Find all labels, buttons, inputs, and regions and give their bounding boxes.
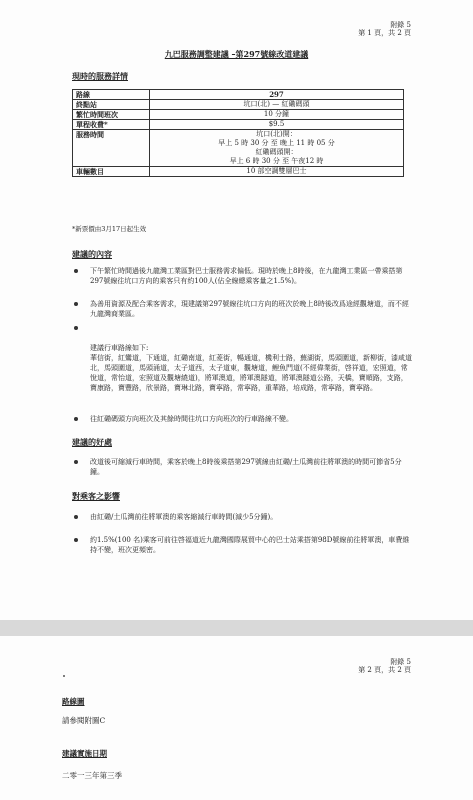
fleet-value: 10 部空調雙層巴士 [150, 167, 404, 177]
page-number: 第 1 頁，共 2 頁 [358, 29, 411, 37]
list-item: 往紅磡碼頭方向班次及其餘時間往坑口方向班次的行車路線不變。 [74, 414, 414, 424]
bullet-icon [74, 269, 78, 273]
hours-line: 坑口(北)開： [256, 130, 297, 138]
implementation-date-heading: 建議實施日期 [62, 749, 107, 758]
list-item: 下午繁忙時間過後九龍灣工業區對巴士服務需求偏低。現時於晚上8時後，在九龍灣工業區一帶乘搭第297號線往坑口方向的乘客只有約100人(佔全線總乘客量之1.5%)。 [74, 266, 414, 286]
table-row [73, 120, 404, 130]
page-header [358, 21, 411, 37]
fare-value: $9.5 [150, 120, 404, 130]
bullet-icon [74, 460, 78, 464]
table-row [73, 130, 404, 167]
table-row [73, 100, 404, 110]
hours-line: 早上 6 時 30 分 至 午夜12 時 [229, 157, 324, 165]
service-details-heading: 現時的服務詳情 [72, 71, 128, 81]
proposal-heading: 建議的內容 [72, 249, 112, 259]
service-hours-value [150, 130, 404, 167]
table-row [73, 90, 404, 100]
document-page-2 [0, 636, 473, 800]
hours-line: 早上 5 時 30 分 至 晚上 11 時 05 分 [218, 139, 335, 147]
table-row [73, 167, 404, 177]
list-item: 為善用資源及配合乘客需求，現建議第297號線往坑口方向的班次於晚上8時後改爲途經觀塘道，而不經九龍灣商業區。 [74, 299, 414, 319]
route-label: 路線 [73, 90, 150, 100]
terminus-value: 坑口(北) — 紅磡碼頭 [150, 100, 404, 110]
bullet-icon [74, 326, 78, 330]
bullet-icon [74, 538, 78, 542]
hours-line: 紅磡碼頭開： [255, 148, 298, 156]
table-row [73, 110, 404, 120]
bullet-icon [74, 417, 78, 421]
terminus-label: 終點站 [73, 100, 150, 110]
scan-speck [63, 675, 65, 677]
bullet-icon [74, 302, 78, 306]
route-map-reference: 請參閱附圖C [62, 716, 106, 725]
service-details-table [72, 89, 404, 177]
list-item: 約1.5%(100 名)乘客可前往啓福道近九龍灣國際展貿中心的巴士站乘搭第98D號線前往將軍澳，車費維持不變，班次更頻密。 [74, 535, 414, 555]
page-number: 第 2 頁，共 2 頁 [358, 666, 411, 674]
route-value: 297 [150, 90, 404, 100]
service-hours-label: 服務時間 [73, 130, 150, 167]
benefit-heading: 建議的好處 [72, 437, 112, 447]
list-item: 改道後可縮減行車時間，乘客於晚上8時後乘搭第297號線由紅磡/土瓜灣前往將軍澳的時間可節省5分鐘。 [74, 457, 414, 477]
peak-frequency-label: 繁忙時間班次 [73, 110, 150, 120]
page-header [358, 658, 411, 674]
fleet-label: 車輛數目 [73, 167, 150, 177]
list-item: 建議行車路線如下: 華信街，紅鸞道，下通道，紅磡南道，紅菱街，暢通道，機利士路，蕪湖街，馬頭圍道，新柳街，漆咸道北，馬頭圍道，馬頭涌道，太子道西，太子道東，觀塘道，鯉魚門道(不經偉業街，啓祥道，宏照道，常悅道，常怡道，宏照道及觀塘繞道)，將軍澳道，將軍澳隧道，將軍澳隧道公路，天橋，寶順路，支路，寶康路，寶豐路，欣景路，寶琳北路，寶寧路，常寧路，重華路，培成路，常寧路，寶寧路。 [74, 323, 414, 403]
list-item: 由紅磡/土瓜灣前往將軍澳的乘客縮減行車時間(減少5分鐘)。 [74, 512, 414, 522]
implementation-date: 二零一三年第三季 [62, 771, 122, 780]
document-title: 九巴服務調整建議 –第297號線改道建議 [164, 49, 309, 59]
bullet-icon [74, 515, 78, 519]
fare-label: 單程收費* [73, 120, 150, 130]
route-map-heading: 路線圖 [62, 697, 85, 706]
annex-label: 附錄 5 [390, 21, 411, 29]
impact-heading: 對乘客之影響 [72, 491, 120, 501]
fare-footnote: *新票價由3月17日起生效 [72, 225, 147, 233]
peak-frequency-value: 10 分鐘 [150, 110, 404, 120]
annex-label: 附錄 5 [390, 658, 411, 666]
